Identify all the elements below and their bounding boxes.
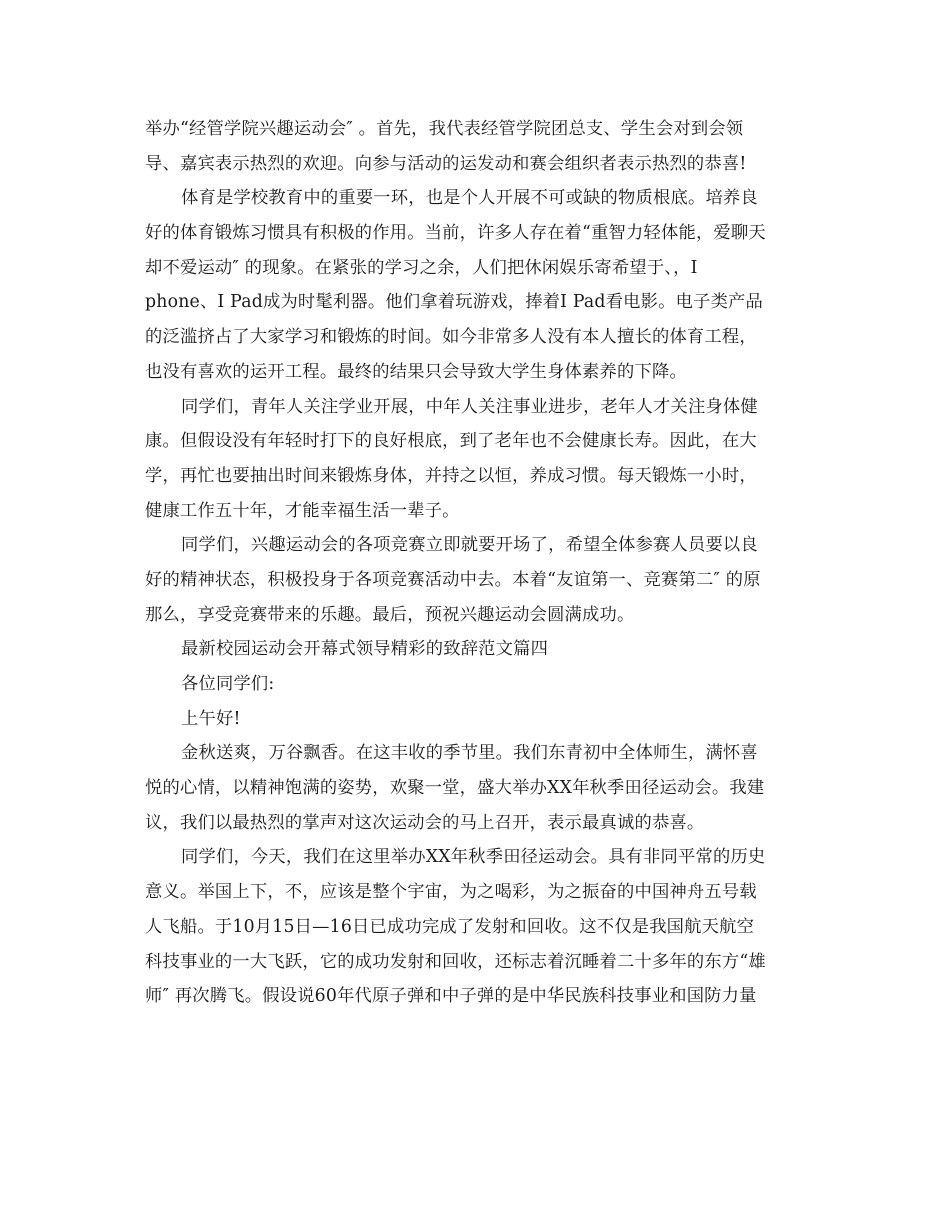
text-line: 悦的心情，以精神饱满的姿势，欢聚一堂，盛大举办XX年秋季田径运动会。我建 <box>145 778 765 799</box>
text-line: 学，再忙也要抽出时间来锻炼身体，并持之以恒，养成习惯。每天锻炼一小时， <box>145 465 757 486</box>
salutation: 各位同学们: <box>181 674 275 694</box>
text-line: 意义。举国上下，不，应该是整个宇宙，为之喝彩，为之振奋的中国神舟五号载 <box>145 882 757 903</box>
section-heading: 最新校园运动会开幕式领导精彩的致辞范文篇四 <box>181 639 549 660</box>
text-line: 师″ 再次腾飞。假设说60年代原子弹和中子弹的是中华民族科技事业和国防力量 <box>145 986 757 1007</box>
document-body <box>145 112 807 1014</box>
text-line: 举办“经管学院兴趣运动会″ 。首先，我代表经管学院团总支、学生会对到会领 <box>145 119 744 139</box>
text-line: 金秋送爽，万谷飘香。在这丰收的季节里。我们东青初中全体师生，满怀喜 <box>181 743 758 764</box>
text-line: 体育是学校教育中的重要一环，也是个人开展不可或缺的物质根底。培养良 <box>181 188 758 209</box>
text-line: 同学们，青年人关注学业开展，中年人关注事业进步，老年人才关注身体健 <box>181 396 758 417</box>
text-line: 也没有喜欢的运开工程。最终的结果只会导致大学生身体素养的下降。 <box>145 361 687 382</box>
text-line: 健康工作五十年，才能幸福生活一辈子。 <box>145 500 460 521</box>
text-line: 那么，享受竞赛带来的乐趣。最后，预祝兴趣运动会圆满成功。 <box>145 604 635 625</box>
text-line: 好的体育锻炼习惯具有积极的作用。当前，许多人存在着“重智力轻体能，爱聊天 <box>145 223 766 244</box>
text-line: 导、嘉宾表示热烈的欢迎。向参与活动的运发动和赛会组织者表示热烈的恭喜! <box>145 153 747 174</box>
text-line: 康。但假设没有年轻时打下的良好根底，到了老年也不会健康长寿。因此，在大 <box>145 431 757 452</box>
text-line: 科技事业的一大飞跃，它的成功发射和回收，还标志着沉睡着二十多年的东方“雄 <box>145 951 766 972</box>
greeting: 上午好! <box>181 708 241 729</box>
text-line: 的泛滥挤占了大家学习和锻炼的时间。如今非常多人没有本人擅长的体育工程， <box>145 327 757 348</box>
text-line: 好的精神状态，积极投身于各项竞赛活动中去。本着“友谊第一、竞赛第二″ 的原 <box>145 569 761 590</box>
text-line: 却不爱运动″ 的现象。在紧张的学习之余，人们把休闲娱乐寄希望于、，I <box>145 257 698 278</box>
text-line: 同学们，兴趣运动会的各项竞赛立即就要开场了，希望全体参赛人员要以良 <box>181 535 758 556</box>
text-line: 议，我们以最热烈的掌声对这次运动会的马上召开，表示最真诚的恭喜。 <box>145 812 705 833</box>
text-line: 同学们，今天，我们在这里举办XX年秋季田径运动会。具有非同平常的历史 <box>181 847 766 868</box>
text-line: 人飞船。于10月15日—16日已成功完成了发射和回收。这不仅是我国航天航空 <box>145 916 755 937</box>
text-line: phone、I Pad成为时髦利器。他们拿着玩游戏，捧着I Pad看电影。电子类产品 <box>145 292 764 313</box>
